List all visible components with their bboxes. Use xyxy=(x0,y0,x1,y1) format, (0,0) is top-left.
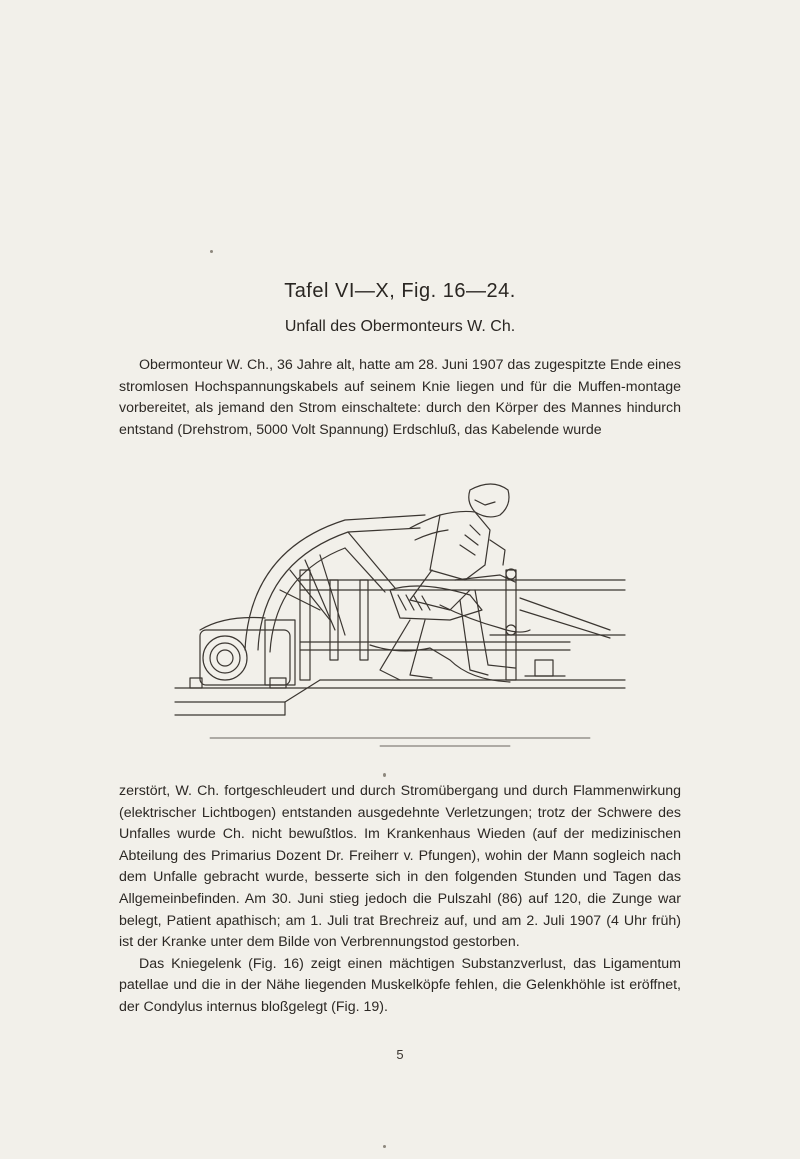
railing xyxy=(300,569,625,680)
paper-speck xyxy=(383,773,386,777)
flywheel xyxy=(245,515,425,652)
intro-paragraph xyxy=(119,355,681,441)
accident-subtitle: Unfall des Obermonteurs W. Ch. xyxy=(284,318,516,335)
motor-housing xyxy=(190,618,295,689)
floor-lines xyxy=(175,680,625,746)
paper-speck xyxy=(383,1145,386,1148)
paragraph-1: Obermonteur W. Ch., 36 Jahre alt, hatte am 28. Juni 1907 das zugespitzte Ende eines stromlosen Hochspannungskabels auf seinem Knie liegen und für die Muffen-montage vorbereitet, als jemand den Strom einschaltete: durch den Körper des Mannes hindurch entstand (Drehstrom, 5000 Volt Spannung) Erdschluß, das Kabelende wurde xyxy=(119,357,681,438)
paragraph-3: Das Kniegelenk (Fig. 16) zeigt einen mächtigen Substanzverlust, das Ligamentum patellae und die in der Nähe liegenden Muskelköpfe fehlen, die Gelenkhöhle ist eröffnet, der Condylus internus bloßgelegt (Fig. 19). xyxy=(119,955,681,1015)
paragraph-2: zerstört, W. Ch. fortgeschleudert und durch Stromübergang und durch Flammenwirkung (elektrischer Lichtbogen) entstanden ausgedehnte Verletzungen; trotz der Schwere des Unfalles wurde Ch. nicht bewußtlos. Im Krankenhaus Wieden (auf der medizinischen Abteilung des Primarius Dozent Dr. Freiherr v. Pfungen), wohin der Mann sogleich nach dem Unfalle gebracht wurde, besserte sich in den folgenden Stunden und Tagen das Allgemeinbefinden. Am 30. Juni stieg jedoch die Pulszahl (86) auf 120, die Zunge war belegt, Patient apathisch; am 1. Juli trat Brechreiz auf, und am 2. Juli 1907 (4 Uhr früh) ist der Kranke unter dem Bilde von Verbrennungstod gestorben. xyxy=(119,783,681,951)
body-text xyxy=(119,781,681,1019)
plate-title: Tafel VI—X, Fig. 16—24. xyxy=(284,280,516,302)
paper-speck xyxy=(210,250,213,253)
page-number: 5 xyxy=(396,1047,404,1062)
accident-illustration xyxy=(170,470,630,770)
